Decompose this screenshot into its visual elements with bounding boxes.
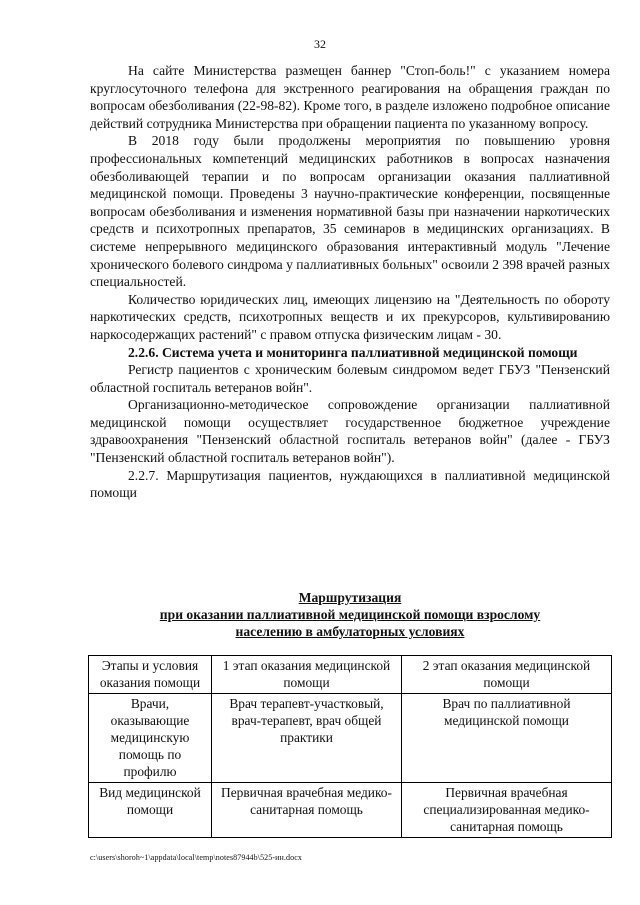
table-cell: Врач по паллиативной медицинской помощи bbox=[402, 694, 612, 783]
routing-table bbox=[88, 655, 612, 838]
paragraph-licenses: Количество юридических лиц, имеющих лицензию на "Деятельность по обороту наркотических средств, психотропных веществ и их прекурсоров, культивированию наркосодержащих растений" с правом отпуска физическим лицам - 30. bbox=[90, 291, 610, 342]
routing-title-line2: при оказании паллиативной медицинской помощи взрослому bbox=[159, 607, 541, 622]
paragraph-training: В 2018 году были продолжены мероприятия по повышению уровня профессиональных компетенций медицинских работников в вопросах назначения обезболивающей терапии и по вопросам организации оказания паллиативной медицинской помощи. Проведены 3 научно-практические конференции, посвященные вопросам обезболивания и изменения нормативной базы при назначении наркотических средств и психотропных препаратов, 35 семинаров в медицинских организациях. В системе непрерывного медицинского образования интерактивный модуль "Лечение хронического болевого синдрома у паллиативных больных" освоили 2 398 врачей разных специальностей. bbox=[90, 133, 610, 290]
table-header-cell: 1 этап оказания медицинской помощи bbox=[212, 656, 402, 694]
document-body bbox=[90, 62, 610, 502]
paragraph-methodical-support: Организационно-методическое сопровождение организации паллиативной медицинской помощи осуществляет государственное бюджетное учреждение здравоохранения "Пензенский областной госпиталь ветеранов войн" (далее - ГБУЗ "Пензенский областной госпиталь ветеранов войн"). bbox=[90, 397, 610, 466]
routing-title-line1: Маршрутизация bbox=[298, 590, 402, 605]
table-cell: Врачи, оказывающие медицинскую помощь по профилю bbox=[89, 694, 212, 783]
table-cell: Первичная врачебная медико-санитарная помощь bbox=[212, 783, 402, 838]
table-header-cell: Этапы и условия оказания помощи bbox=[89, 656, 212, 694]
table-cell: Врач терапевт-участковый, врач-терапевт, врач общей практики bbox=[212, 694, 402, 783]
paragraph-registry: Регистр пациентов с хроническим болевым синдромом ведет ГБУЗ "Пензенский областной госпиталь ветеранов войн". bbox=[90, 362, 610, 395]
table-header-cell: 2 этап оказания медицинской помощи bbox=[402, 656, 612, 694]
subsection-heading-2-2-7: 2.2.7. Маршрутизация пациентов, нуждающихся в паллиативной медицинской помощи bbox=[90, 467, 610, 501]
subsection-heading-2-2-6: 2.2.6. Система учета и мониторинга паллиативной медицинской помощи bbox=[128, 344, 578, 360]
routing-title-line3: населению в амбулаторных условиях bbox=[235, 624, 465, 639]
page-number: 32 bbox=[314, 37, 326, 51]
footer-file-path: c:\users\shoroh~1\appdata\local\temp\notes87944b\525-ин.docx bbox=[90, 853, 302, 862]
table-row bbox=[89, 694, 612, 783]
paragraph-banner: На сайте Министерства размещен баннер "Стоп-боль!" с указанием номера круглосуточного телефона для экстренного реагирования на обращения граждан по вопросам обезболивания (22-98-82). Кроме того, в разделе изложено подробное описание действий сотрудника Министерства при обращении пациента по указанному вопросу. bbox=[90, 63, 610, 131]
routing-title bbox=[90, 589, 610, 640]
table-cell: Вид медицинской помощи bbox=[89, 783, 212, 838]
table-cell: Первичная врачебная специализированная медико-санитарная помощь bbox=[402, 783, 612, 838]
table-row bbox=[89, 783, 612, 838]
table-header-row bbox=[89, 656, 612, 694]
